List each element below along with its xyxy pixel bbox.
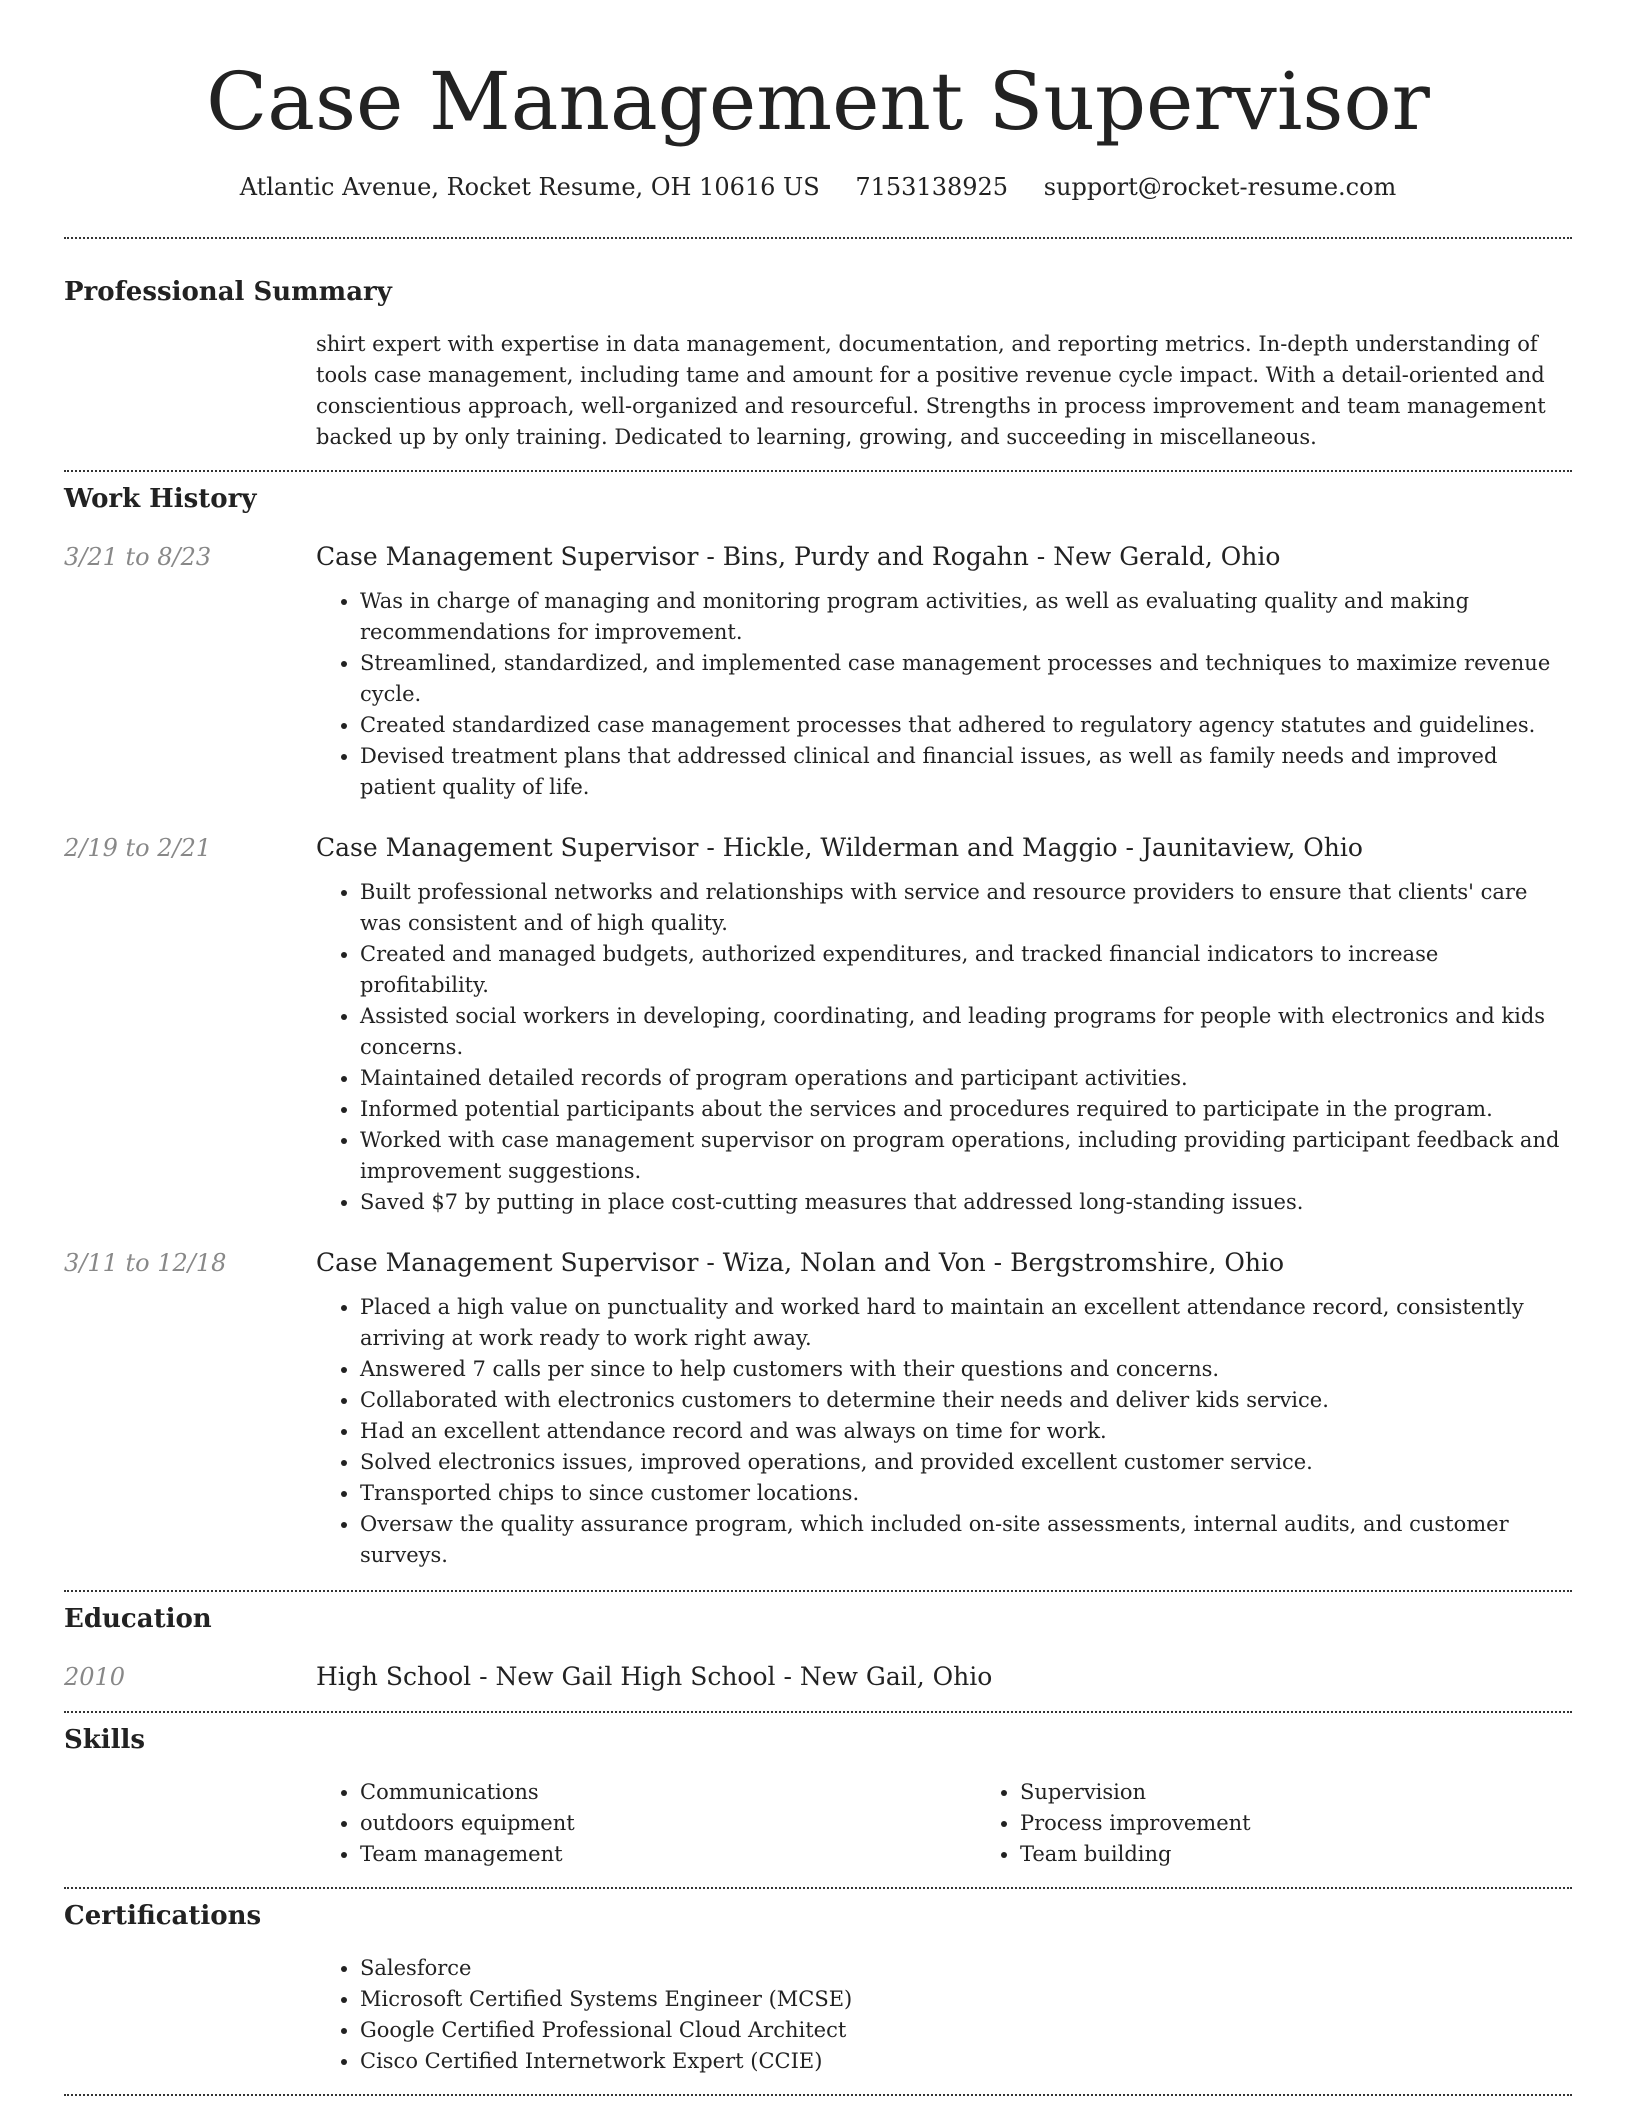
job-bullet: • Was in charge of managing and monitoring program activities, as well as evaluating quality and making recommendations for improvement. xyxy=(360,586,1572,648)
job-bullet: • Saved $7 by putting in place cost-cutting measures that addressed long-standing issues. xyxy=(360,1187,1572,1218)
job-bullet: • Oversaw the quality assurance program, which included on-site assessments, internal audits, and customer surveys. xyxy=(360,1509,1572,1571)
work-history-section xyxy=(64,482,1572,1571)
section-divider xyxy=(64,470,1572,472)
job-heading: Case Management Supervisor - Hickle, Wilderman and Maggio - Jaunitaview, Ohio xyxy=(316,833,1363,862)
certifications-section xyxy=(64,1899,1572,2077)
section-divider xyxy=(64,2094,1572,2096)
job-bullet: • Placed a high value on punctuality and worked hard to maintain an excellent attendance record, consistently arriving at work ready to work right away. xyxy=(360,1292,1572,1354)
skills-list xyxy=(976,1777,1632,1870)
contact-email: support@rocket-resume.com xyxy=(1043,173,1397,201)
job-bullet: • Built professional networks and relationships with service and resource providers to ensure that clients' care was consistent and of high quality. xyxy=(360,877,1572,939)
contact-line xyxy=(64,170,1572,204)
certification-item: • Salesforce xyxy=(360,1953,1572,1984)
job-bullet: • Created and managed budgets, authorized expenditures, and tracked financial indicators to increase profitability. xyxy=(360,939,1572,1001)
job-bullets xyxy=(316,1292,1572,1571)
section-divider xyxy=(64,1590,1572,1592)
job-dates: 2/19 to 2/21 xyxy=(64,834,212,862)
skill-item: • Communications xyxy=(360,1777,976,1808)
job-bullet: • Informed potential participants about the services and procedures required to participate in the program. xyxy=(360,1094,1572,1125)
certifications-list xyxy=(316,1953,1572,2077)
job-dates: 3/11 to 12/18 xyxy=(64,1249,227,1277)
job-bullets xyxy=(316,586,1572,803)
job-bullets xyxy=(316,877,1572,1218)
candidate-name: Case Management Supervisor xyxy=(206,55,1430,148)
skill-item: • outdoors equipment xyxy=(360,1808,976,1839)
contact-phone: 7153138925 xyxy=(855,173,1009,201)
contact-address: Atlantic Avenue, Rocket Resume, OH 10616 US xyxy=(239,173,820,201)
certification-item: • Microsoft Certified Systems Engineer (MCSE) xyxy=(360,1984,1572,2015)
skills-section xyxy=(64,1723,1572,1870)
skills-list xyxy=(316,1777,976,1870)
job-dates: 3/21 to 8/23 xyxy=(64,543,212,571)
job-bullet: • Collaborated with electronics customers to determine their needs and deliver kids service. xyxy=(360,1385,1572,1416)
education-year: 2010 xyxy=(64,1663,126,1691)
job-entry xyxy=(64,1246,1572,1571)
job-bullet: • Created standardized case management processes that adhered to regulatory agency statutes and guidelines. xyxy=(360,710,1572,741)
job-entry xyxy=(64,540,1572,803)
summary-section xyxy=(64,275,1572,453)
section-divider xyxy=(64,1887,1572,1889)
section-title-skills: Skills xyxy=(64,1725,146,1755)
skill-item: • Process improvement xyxy=(1020,1808,1632,1839)
job-bullet: • Assisted social workers in developing, coordinating, and leading programs for people with electronics and kids concerns. xyxy=(360,1001,1572,1063)
section-title-work: Work History xyxy=(64,484,257,514)
job-bullet: • Maintained detailed records of program operations and participant activities. xyxy=(360,1063,1572,1094)
job-bullet: • Streamlined, standardized, and implemented case management processes and techniques to maximize revenue cycle. xyxy=(360,648,1572,710)
resume-page xyxy=(64,0,1572,2096)
job-bullet: • Transported chips to since customer locations. xyxy=(360,1478,1572,1509)
education-heading: High School - New Gail High School - New Gail, Ohio xyxy=(316,1662,993,1691)
job-entry xyxy=(64,831,1572,1218)
job-heading: Case Management Supervisor - Bins, Purdy and Rogahn - New Gerald, Ohio xyxy=(316,542,1281,571)
job-bullet: • Had an excellent attendance record and was always on time for work. xyxy=(360,1416,1572,1447)
education-section xyxy=(64,1602,1572,1694)
job-bullet: • Solved electronics issues, improved operations, and provided excellent customer service. xyxy=(360,1447,1572,1478)
job-bullet: • Answered 7 calls per since to help customers with their questions and concerns. xyxy=(360,1354,1572,1385)
section-title-certifications: Certifications xyxy=(64,1901,262,1931)
job-heading: Case Management Supervisor - Wiza, Nolan and Von - Bergstromshire, Ohio xyxy=(316,1248,1284,1277)
summary-text: shirt expert with expertise in data management, documentation, and reporting metrics. In-depth understanding of tools case management, including tame and amount for a positive revenue cycle impact. With a detail-oriented and conscientious approach, well-organized and resourceful. Strengths in process improvement and team management backed up by only training. Dedicated to learning, growing, and succeeding in miscellaneous. xyxy=(316,332,1546,449)
skill-item: • Team management xyxy=(360,1839,976,1870)
job-bullet: • Worked with case management supervisor on program operations, including providing participant feedback and improvement suggestions. xyxy=(360,1125,1572,1187)
job-bullet: • Devised treatment plans that addressed clinical and financial issues, as well as family needs and improved patient quality of life. xyxy=(360,741,1572,803)
certification-item: • Cisco Certified Internetwork Expert (CCIE) xyxy=(360,2046,1572,2077)
skill-item: • Team building xyxy=(1020,1839,1632,1870)
section-title-summary: Professional Summary xyxy=(64,277,392,307)
certification-item: • Google Certified Professional Cloud Architect xyxy=(360,2015,1572,2046)
skill-item: • Supervision xyxy=(1020,1777,1632,1808)
section-divider xyxy=(64,237,1572,239)
section-divider xyxy=(64,1711,1572,1713)
section-title-education: Education xyxy=(64,1604,212,1634)
